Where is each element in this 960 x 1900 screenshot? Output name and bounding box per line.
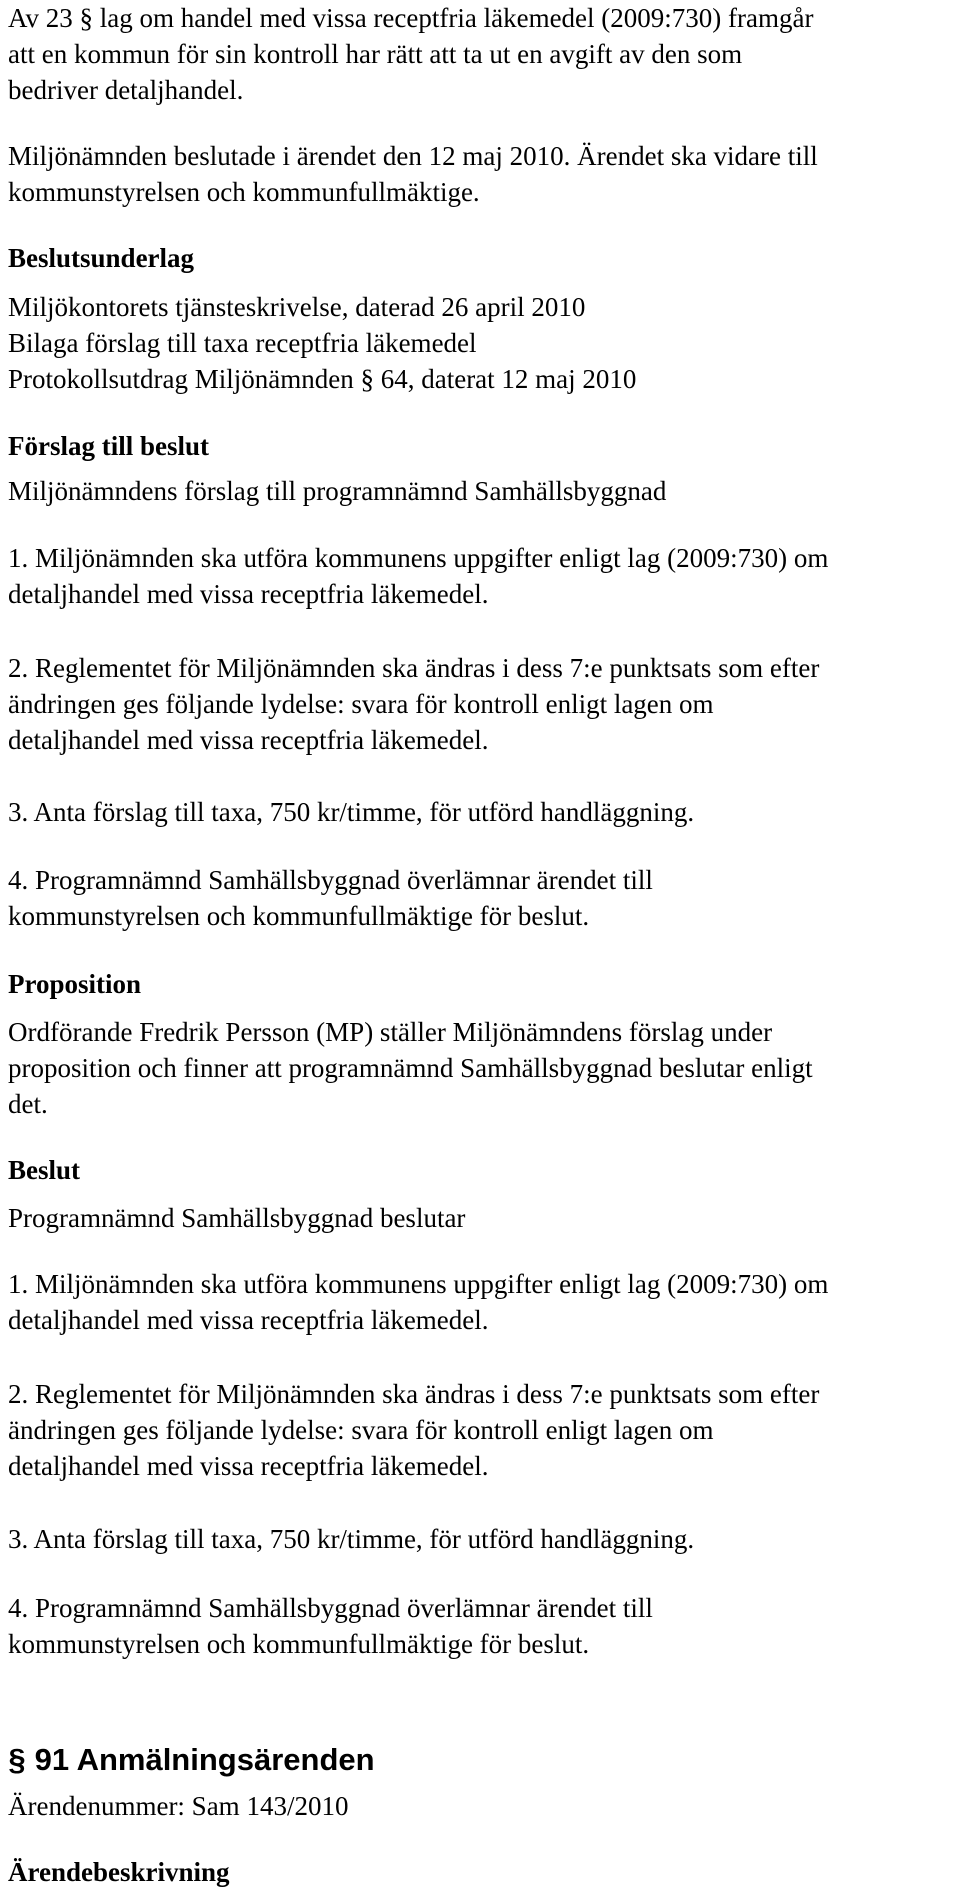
beslut-item-4-line: kommunstyrelsen och kommunfullmäktige för beslut. [8, 1629, 590, 1659]
forslag-item-4-line: 4. Programnämnd Samhällsbyggnad överlämnar ärendet till [8, 865, 653, 895]
beslutsunderlag-item: Bilaga förslag till taxa receptfria läkemedel [8, 328, 477, 358]
forslag-item-1-line: detaljhandel med vissa receptfria läkemedel. [8, 579, 489, 609]
beslut-item-2-line: detaljhandel med vissa receptfria läkemedel. [8, 1451, 489, 1481]
section-91-title: 91 Anmälningsärenden [34, 1742, 375, 1777]
section-heading-proposition: Proposition [8, 969, 142, 999]
forslag-item-4-line: kommunstyrelsen och kommunfullmäktige för beslut. [8, 901, 590, 931]
forslag-intro: Miljönämndens förslag till programnämnd Samhällsbyggnad [8, 476, 667, 506]
paragraph-line: Miljönämnden beslutade i ärendet den 12 maj 2010. Ärendet ska vidare till [8, 141, 818, 171]
paragraph-line: Av 23 § lag om handel med vissa receptfria läkemedel (2009:730) framgår [8, 3, 814, 33]
beslut-item-3-line: 3. Anta förslag till taxa, 750 kr/timme, för utförd handläggning. [8, 1524, 695, 1554]
section-heading-arendebeskrivning: Ärendebeskrivning [8, 1857, 230, 1887]
beslutsunderlag-item: Protokollsutdrag Miljönämnden § 64, daterat 12 maj 2010 [8, 364, 637, 394]
proposition-line: Ordförande Fredrik Persson (MP) ställer Miljönämndens förslag under [8, 1017, 773, 1047]
section-heading-beslut: Beslut [8, 1155, 81, 1185]
beslut-item-2-line: ändringen ges följande lydelse: svara för kontroll enligt lagen om [8, 1415, 714, 1445]
section-heading-beslutsunderlag: Beslutsunderlag [8, 243, 195, 273]
paragraph-line: kommunstyrelsen och kommunfullmäktige. [8, 177, 480, 207]
arendenummer: Ärendenummer: Sam 143/2010 [8, 1791, 349, 1821]
beslut-item-1-line: detaljhandel med vissa receptfria läkemedel. [8, 1305, 489, 1335]
proposition-line: det. [8, 1089, 48, 1119]
paragraph-line: att en kommun för sin kontroll har rätt att ta ut en avgift av den som [8, 39, 743, 69]
forslag-item-2-line: 2. Reglementet för Miljönämnden ska ändras i dess 7:e punktsats som efter [8, 653, 820, 683]
beslut-item-1-line: 1. Miljönämnden ska utföra kommunens uppgifter enligt lag (2009:730) om [8, 1269, 829, 1299]
section-heading-forslag: Förslag till beslut [8, 431, 209, 461]
paragraph-line: bedriver detaljhandel. [8, 75, 244, 105]
section-symbol: § [8, 1742, 26, 1777]
forslag-item-2-line: ändringen ges följande lydelse: svara för kontroll enligt lagen om [8, 689, 714, 719]
forslag-item-2-line: detaljhandel med vissa receptfria läkemedel. [8, 725, 489, 755]
forslag-item-1-line: 1. Miljönämnden ska utföra kommunens uppgifter enligt lag (2009:730) om [8, 543, 829, 573]
beslutsunderlag-item: Miljökontorets tjänsteskrivelse, daterad 26 april 2010 [8, 292, 586, 322]
section-91-heading [8, 1740, 375, 1780]
forslag-item-3-line: 3. Anta förslag till taxa, 750 kr/timme, för utförd handläggning. [8, 797, 695, 827]
beslut-item-2-line: 2. Reglementet för Miljönämnden ska ändras i dess 7:e punktsats som efter [8, 1379, 820, 1409]
beslut-intro: Programnämnd Samhällsbyggnad beslutar [8, 1203, 466, 1233]
proposition-line: proposition och finner att programnämnd Samhällsbyggnad beslutar enligt [8, 1053, 813, 1083]
beslut-item-4-line: 4. Programnämnd Samhällsbyggnad överlämnar ärendet till [8, 1593, 653, 1623]
